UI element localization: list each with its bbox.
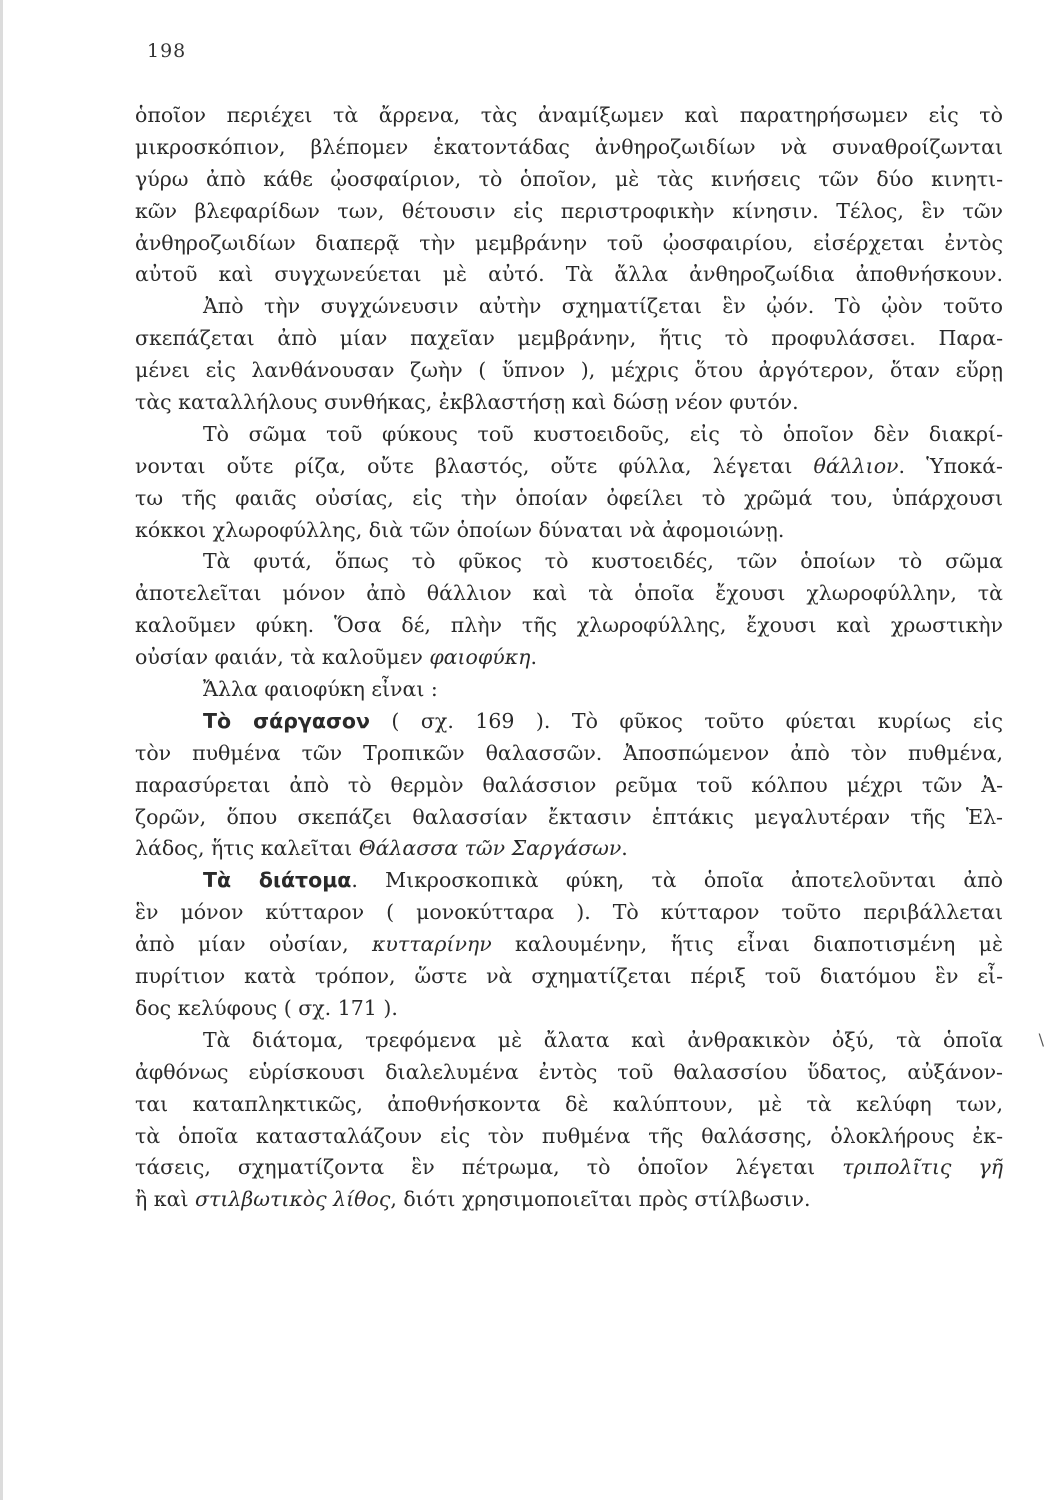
text-run: τὰς καταλλήλους συνθήκας, ἐκβλαστήσῃ καὶ δώσῃ νέον φυτόν. <box>135 390 799 415</box>
text-bold: Τὸ σάργασον <box>203 708 370 733</box>
text-run: . Ὑποκά- <box>898 453 1003 478</box>
text-run: τὰ ὁποῖα κατασταλάζουν εἰς τὸν πυθμένα τῆς θαλάσσης, ὁλοκλήρους ἐκ- <box>135 1123 1003 1148</box>
text-run: κῶν βλεφαρίδων των, θέτουσιν εἰς περιστροφικὴν κίνησιν. Τέλος, ἓν τῶν <box>135 198 1003 223</box>
text-run: Τὰ φυτά, ὅπως τὸ φῦκος τὸ κυστοειδές, τῶν ὁποίων τὸ σῶμα <box>203 549 1003 574</box>
text-run: Τὸ σῶμα τοῦ φύκους τοῦ κυστοειδοῦς, εἰς τὸ ὁποῖον δὲν διακρί- <box>203 421 1003 446</box>
text-italic: κυτταρίνην <box>371 932 492 957</box>
text-run: κόκκοι χλωροφύλλης, διὰ τῶν ὁποίων δύναται νὰ ἀφομοιώνῃ. <box>135 517 785 542</box>
text-line <box>135 228 1003 260</box>
text-run: ὁποῖον περιέχει τὰ ἄρρενα, τὰς ἀναμίξωμεν καὶ παρατηρήσωμεν εἰς τὸ <box>135 103 1003 127</box>
text-run: δος κελύφους ( σχ. 171 ). <box>135 995 398 1020</box>
text-line <box>135 1025 1003 1057</box>
text-line <box>135 802 1003 834</box>
text-line <box>135 1152 1003 1184</box>
text-run: μικροσκόπιον, βλέπομεν ἑκατοντάδας ἀνθηροζωιδίων νὰ συναθροίζωνται <box>135 134 1003 159</box>
text-line <box>135 897 1003 929</box>
text-run: γύρω ἀπὸ κάθε ᾠοσφαίριον, τὸ ὁποῖον, μὲ τὰς κινήσεις τῶν δύο κινητι- <box>135 166 1003 191</box>
text-line <box>135 865 1003 897</box>
text-italic: Θάλασσα τῶν Σαργάσων <box>358 836 622 861</box>
text-line <box>135 578 1003 610</box>
text-run: τω τῆς φαιᾶς οὐσίας, εἰς τὴν ὁποίαν ὀφείλει τὸ χρῶμά του, ὑπάρχουσι <box>135 485 1003 510</box>
page-number: 198 <box>147 40 187 62</box>
text-line <box>135 642 1003 674</box>
text-run: τὸν πυθμένα τῶν Τροπικῶν θαλασσῶν. Ἀποσπώμενον ἀπὸ τὸν πυθμένα, <box>135 740 1003 765</box>
text-line <box>135 770 1003 802</box>
text-run: . <box>530 645 537 670</box>
text-run: ἀνθηροζωιδίων διαπερᾷ τὴν μεμβράνην τοῦ ᾠοσφαιρίου, εἰσέρχεται ἐντὸς <box>135 230 1003 255</box>
text-italic: τριπολῖτις γῆ <box>842 1155 1004 1180</box>
text-run: ται καταπληκτικῶς, ἀποθνήσκοντα δὲ καλύπτουν, μὲ τὰ κελύφη των, <box>135 1091 1003 1116</box>
text-italic: φαιοφύκη <box>429 645 531 670</box>
text-line <box>135 100 1003 132</box>
text-run: ἓν μόνον κύτταρον ( μονοκύτταρα ). Τὸ κύτταρον τοῦτο περιβάλλεται <box>135 900 1003 925</box>
text-run: Ἄλλα φαιοφύκη εἶναι : <box>203 677 438 702</box>
text-run: μένει εἰς λανθάνουσαν ζωὴν ( ὕπνον ), μέχρις ὅτου ἀργότερον, ὅταν εὕρῃ <box>135 358 1003 383</box>
text-run: λάδος, ἥτις καλεῖται <box>135 836 359 861</box>
text-line <box>135 833 1003 865</box>
text-line <box>135 1184 1003 1216</box>
text-run: ( σχ. 169 ). Τὸ φῦκος τοῦτο φύεται κυρίως εἰς <box>369 708 1003 733</box>
text-run: ἀποτελεῖται μόνον ἀπὸ θάλλιον καὶ τὰ ὁποῖα ἔχουσι χλωροφύλλην, τὰ <box>135 581 1003 606</box>
text-line <box>135 674 1003 706</box>
text-line <box>135 1089 1003 1121</box>
text-line <box>135 738 1003 770</box>
text-italic: στιλβωτικὸς λίθος <box>195 1187 391 1212</box>
text-line <box>135 196 1003 228</box>
text-line <box>135 961 1003 993</box>
text-italic: θάλλιον <box>813 453 899 478</box>
text-run: ἢ καὶ <box>135 1187 196 1212</box>
text-line <box>135 610 1003 642</box>
text-line <box>135 706 1003 738</box>
text-run: τάσεις, σχηματίζοντα ἓν πέτρωμα, τὸ ὁποῖον λέγεται <box>135 1155 843 1180</box>
text-run: οὐσίαν φαιάν, τὰ καλοῦμεν <box>135 645 430 670</box>
text-line <box>135 451 1003 483</box>
text-line <box>135 355 1003 387</box>
text-run: Τὰ διάτομα, τρεφόμενα μὲ ἄλατα καὶ ἀνθρακικὸν ὀξύ, τὰ ὁποῖα <box>203 1027 1003 1052</box>
text-run: . <box>621 836 628 861</box>
text-run: σκεπάζεται ἀπὸ μίαν παχεῖαν μεμβράνην, ἥτις τὸ προφυλάσσει. Παρα- <box>135 326 1003 351</box>
text-run: Ἀπὸ τὴν συγχώνευσιν αὐτὴν σχηματίζεται ἓν ᾠόν. Τὸ ᾠὸν τοῦτο <box>203 294 1003 319</box>
text-run: πυρίτιον κατὰ τρόπον, ὥστε νὰ σχηματίζεται πέριξ τοῦ διατόμου ἓν εἶ- <box>135 964 1003 989</box>
text-run: ἀφθόνως εὑρίσκουσι διαλελυμένα ἐντὸς τοῦ θαλασσίου ὕδατος, αὐξάνον- <box>135 1059 1003 1084</box>
margin-mark: \ <box>1038 1030 1044 1049</box>
text-line <box>135 515 1003 547</box>
text-line <box>135 164 1003 196</box>
text-run: παρασύρεται ἀπὸ τὸ θερμὸν θαλάσσιον ρεῦμα τοῦ κόλπου μέχρι τῶν Ἀ- <box>135 772 1003 797</box>
text-line <box>135 929 1003 961</box>
text-line <box>135 419 1003 451</box>
text-run: νονται οὔτε ρίζα, οὔτε βλαστός, οὔτε φύλλα, λέγεται <box>135 453 814 478</box>
text-line <box>135 259 1003 291</box>
page-edge-shadow <box>0 0 3 1500</box>
text-line <box>135 291 1003 323</box>
text-line <box>135 323 1003 355</box>
text-line <box>135 1121 1003 1153</box>
text-line <box>135 132 1003 164</box>
text-line <box>135 387 1003 419</box>
text-line <box>135 546 1003 578</box>
text-run: . Μικροσκοπικὰ φύκη, τὰ ὁποῖα ἀποτελοῦνται ἀπὸ <box>351 868 1003 893</box>
text-run: ζορῶν, ὅπου σκεπάζει θαλασσίαν ἔκτασιν ἑπτάκις μεγαλυτέραν τῆς Ἑλ- <box>135 804 1003 829</box>
text-run: καλοῦμεν φύκη. Ὅσα δέ, πλὴν τῆς χλωροφύλλης, ἔχουσι καὶ χρωστικὴν <box>135 613 1003 638</box>
text-line <box>135 483 1003 515</box>
text-run: αὐτοῦ καὶ συγχωνεύεται μὲ αὐτό. Τὰ ἄλλα ἀνθηροζωίδια ἀποθνήσκουν. <box>135 262 1003 287</box>
text-run: , διότι χρησιμοποιεῖται πρὸς στίλβωσιν. <box>390 1187 811 1212</box>
text-run: καλουμένην, ἥτις εἶναι διαποτισμένη μὲ <box>491 932 1003 957</box>
text-bold: Τὰ διάτομα <box>203 868 352 893</box>
text-line <box>135 1057 1003 1089</box>
text-run: ἀπὸ μίαν οὐσίαν, <box>135 932 372 957</box>
text-line <box>135 993 1003 1025</box>
body-text <box>135 100 1003 1216</box>
